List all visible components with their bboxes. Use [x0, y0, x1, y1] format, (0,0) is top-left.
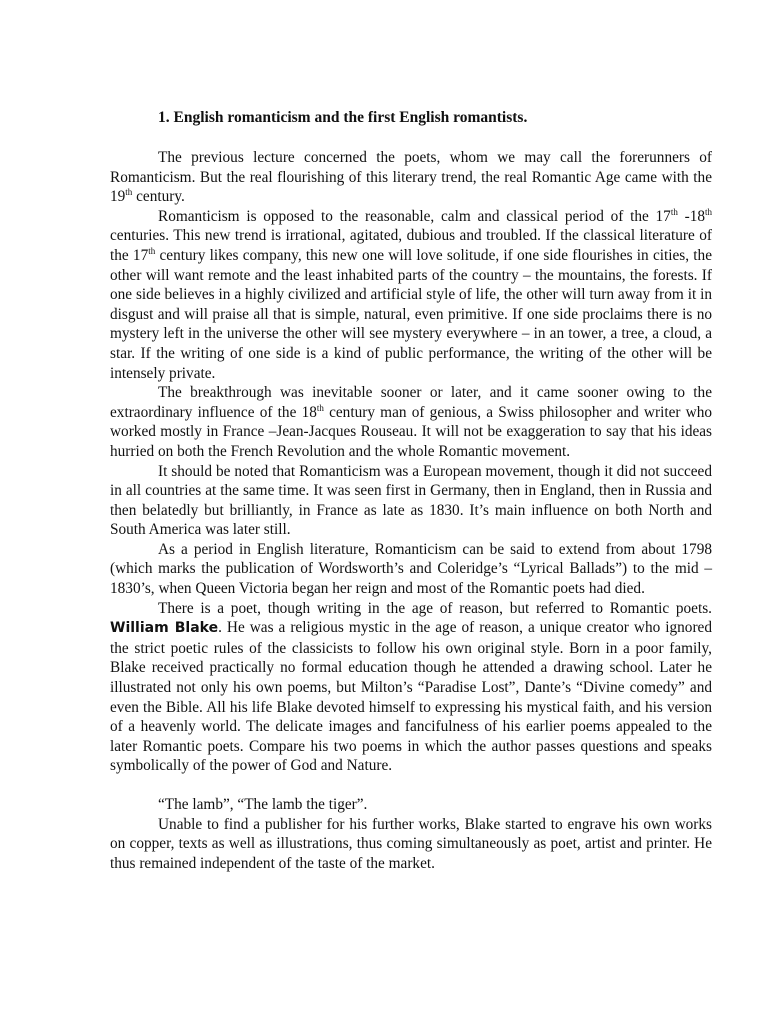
text-run: The breakthrough was inevitable sooner or later, and it came sooner owing to the extraordinary influence of the 18	[110, 384, 712, 421]
paragraph-5: As a period in English literature, Romanticism can be said to extend from about 1798 (which marks the publication of Wordsworth’s and Coleridge’s “Lyrical Ballads”) to the mid – 1830’s, when Queen Victoria began her reign and most of the Romantic poets had died.	[110, 540, 712, 598]
superscript: th	[705, 206, 713, 217]
superscript: th	[148, 245, 156, 256]
text-run: The previous lecture concerned the poets, whom we may call the forerunners of Romanticism. But the real flourishing of this literary trend, the real Romantic Age came with the 19	[110, 149, 712, 206]
text-run: . He was a religious mystic in the age of reason, a unique creator who ignored the strict poetic rules of the classicists to follow his own original style. Born in a poor family, Blake received practically no formal education though he attended a drawing school. Later he illustrated not only his own poems, but Milton’s “Paradise Lost”, Dante’s “Divine comedy” and even the Bible. All his life Blake devoted himself to expressing his mystical faith, and his version of a heavenly world. The delicate images and fancifulness of his earlier poems appealed to the later Romantic poets. Compare his two poems in which the author passes questions and speaks symbolically of the power of God and Nature.	[110, 619, 712, 775]
document-page	[110, 0, 712, 1024]
text-run: century.	[132, 188, 185, 206]
body-text	[110, 148, 712, 873]
section-heading: 1. English romanticism and the first English romantists.	[158, 109, 528, 126]
superscript: th	[670, 206, 678, 217]
text-run: Romanticism is opposed to the reasonable, calm and classical period of the 17	[158, 207, 671, 225]
text-run: centuries. This new trend is irrational, agitated, dubious and troubled. If the classical literature of the 17	[110, 227, 712, 264]
poem-titles: “The lamb”, “The lamb the tiger”.	[158, 796, 368, 813]
superscript: th	[316, 402, 324, 413]
text-run: There is a poet, though writing in the age of reason, but referred to Romantic poets.	[158, 599, 712, 617]
poet-name: William Blake	[110, 620, 219, 637]
paragraph-2	[110, 207, 712, 383]
paragraph-4: It should be noted that Romanticism was a European movement, though it did not succeed in all countries at the same time. It was seen first in Germany, then in England, then in Russia and then belatedly but brilliantly, in France as late as 1830. It’s main influence on both North and South America was later still.	[110, 462, 712, 539]
text-run: -18	[677, 207, 705, 225]
paragraph-3	[110, 383, 712, 461]
text-run: century man of genious, a Swiss philosopher and writer who worked mostly in France –Jean-Jacques Rouseau. It will not be exaggeration to say that his ideas hurried on both the French Revolution and the whole Romantic movement.	[110, 403, 713, 460]
text-run: century likes company, this new one will love solitude, if one side flourishes in cities, the other will want remote and the least inhabited parts of the country – the mountains, the forests. If one side believes in a highly civilized and artificial style of life, the other will turn away from it in disgust and will praise all that is simple, natural, even primitive. If one side proclaims there is no mystery left in the universe the other will see mystery everywhere – in an tower, a tree, a cloud, a star. If the writing of one side is a kind of public performance, the writing of the other will be intensely private.	[110, 246, 712, 382]
paragraph-8: Unable to find a publisher for his further works, Blake started to engrave his own works on copper, texts as well as illustrations, thus coming simultaneously as poet, artist and printer. He thus remained independent of the taste of the market.	[110, 815, 712, 872]
paragraph-6	[110, 599, 712, 776]
superscript: th	[125, 187, 133, 198]
paragraph-1	[110, 148, 712, 207]
